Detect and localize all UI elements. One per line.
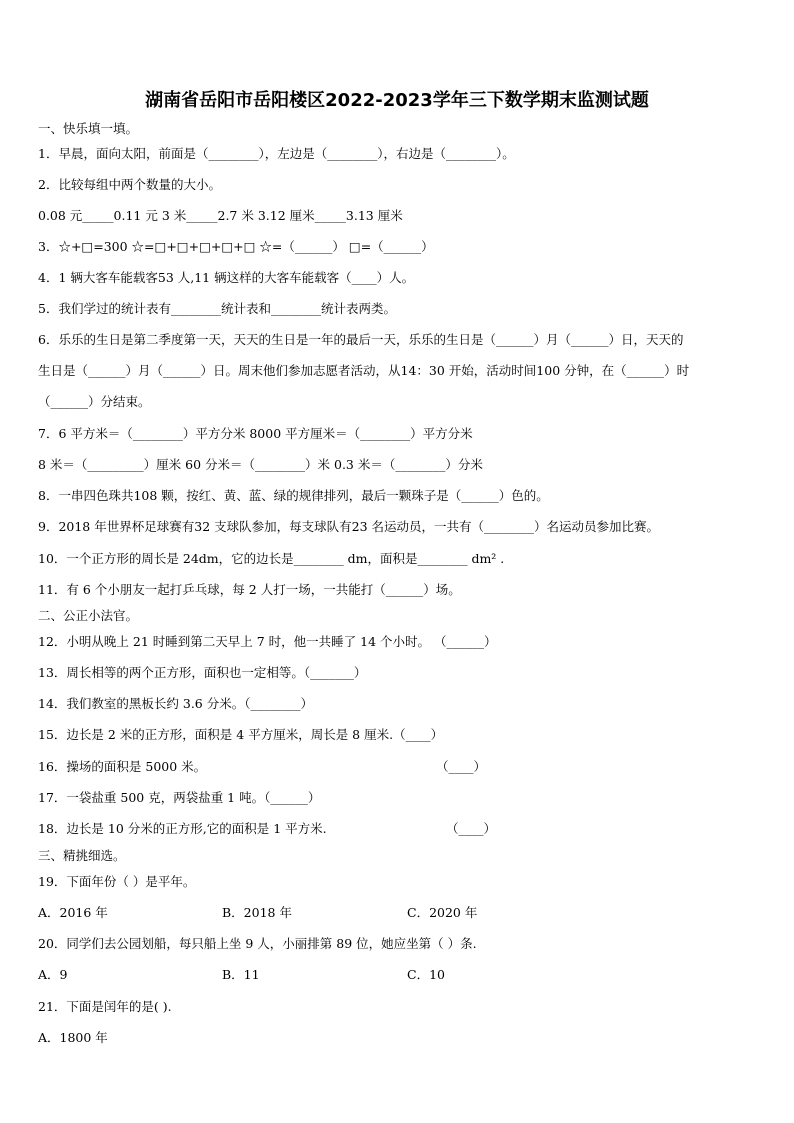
question-16: 16．操场的面积是 5000 米。 [38,759,207,774]
question-13: 13．周长相等的两个正方形，面积也一定相等。（_______） [38,665,367,680]
question-21: 21．下面是闰年的是( ). [38,999,172,1014]
question-17: 17．一袋盐重 500 克，两袋盐重 1 吨。（______） [38,790,321,805]
question-4: 4．1 辆大客车能载客53 人,11 辆这样的大客车能载客（____）人。 [38,270,415,285]
question-2-comparisons: 0.08 元_____0.11 元 3 米_____2.7 米 3.12 厘米_____3.13 厘米 [38,208,403,223]
question-18-blank: （____） [446,821,497,836]
question-5: 5．我们学过的统计表有________统计表和________统计表两类。 [38,301,396,316]
question-11: 11．有 6 个小朋友一起打乒乓球，每 2 人打一场，一共能打（______）场。 [38,582,461,597]
question-7-line-1: 7．6 平方米＝（________）平方分米 8000 平方厘米＝（________）平方分米 [38,426,473,441]
question-3: 3．☆+□=300 ☆=□+□+□+□+□ ☆=（______） □=（______） [38,239,434,254]
question-19-option-c: C．2020 年 [407,905,478,920]
question-8: 8．一串四色珠共108 颗，按红、黄、蓝、绿的规律排列，最后一颗珠子是（______）色的。 [38,488,549,503]
question-10: 10．一个正方形的周长是 24dm，它的边长是________ dm，面积是________ dm² . [38,551,505,566]
question-20-option-b: B．11 [222,967,260,982]
question-1: 1．早晨，面向太阳，前面是（________），左边是（________），右边是（________）。 [38,146,515,161]
question-9: 9．2018 年世界杯足球赛有32 支球队参加，每支球队有23 名运动员，一共有（________）名运动员参加比赛。 [38,519,659,534]
question-19: 19．下面年份（ ）是平年。 [38,874,196,889]
question-20: 20．同学们去公园划船，每只船上坐 9 人，小丽排第 89 位，她应坐第（ ）条. [38,936,477,951]
question-16-blank: （____） [436,759,487,774]
question-6-line-3: （______）分结束。 [38,394,151,409]
section-heading-1: 一、快乐填一填。 [38,121,139,136]
question-14: 14．我们教室的黑板长约 3.6 分米。（________） [38,696,313,711]
section-heading-3: 三、精挑细选。 [38,848,126,863]
question-21-option-a: A．1800 年 [38,1030,108,1045]
question-12: 12．小明从晚上 21 时睡到第二天早上 7 时，他一共睡了 14 个小时。 （______） [38,634,497,649]
question-20-option-a: A．9 [38,967,68,982]
question-19-option-b: B．2018 年 [222,905,292,920]
question-7-line-2: 8 米＝（_________）厘米 60 分米＝（________）米 0.3 米＝（________）分米 [38,457,483,472]
question-15: 15．边长是 2 米的正方形，面积是 4 平方厘米，周长是 8 厘米.（____） [38,727,444,742]
question-6-line-1: 6．乐乐的生日是第二季度第一天，天天的生日是一年的最后一天，乐乐的生日是（______）月（______）日，天天的 [38,332,684,347]
section-heading-2: 二、公正小法官。 [38,608,139,623]
question-2: 2．比较每组中两个数量的大小。 [38,177,221,192]
question-20-option-c: C．10 [407,967,445,982]
question-18: 18．边长是 10 分米的正方形,它的面积是 1 平方米. [38,821,327,836]
page-title: 湖南省岳阳市岳阳楼区2022-2023学年三下数学期末监测试题 [145,90,649,111]
question-6-line-2: 生日是（______）月（______）日。周末他们参加志愿者活动，从14：30 开始，活动时间100 分钟，在（______）时 [38,363,690,378]
question-19-option-a: A．2016 年 [38,905,108,920]
